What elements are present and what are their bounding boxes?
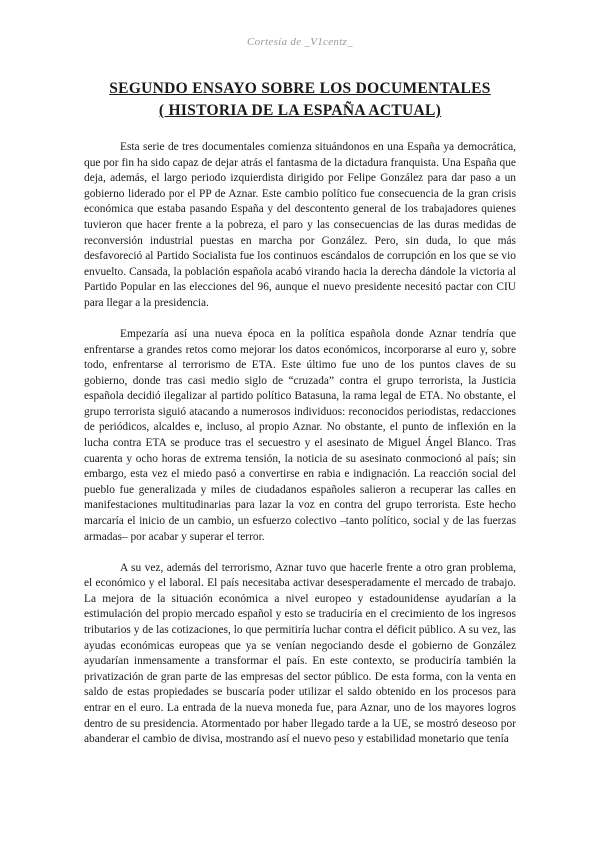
title-line-1: SEGUNDO ENSAYO SOBRE LOS DOCUMENTALES	[109, 80, 491, 97]
document-body	[84, 140, 516, 763]
title-line-2: ( HISTORIA DE LA ESPAÑA ACTUAL)	[158, 102, 442, 119]
paragraph-3: A su vez, además del terrorismo, Aznar tuvo que hacerle frente a otro gran problema, el económico y el laboral. El país necesitaba activar desesperadamente el mercado de trabajo. La mejora de la situación económica a nivel europeo y estadounidense ayudarían a la estimulación del propio mercado español y esto se traduciría en el crecimiento de los ingresos tributarios y de las cotizaciones, lo que permitiría luchar contra el déficit público. A su vez, las ayudas económicas europeas que ya se venían negociando desde el gobierno de González ayudarían inmensamente a transformar el país. En este contexto, se produciría también la privatización de gran parte de las empresas del sector público. De esta forma, con la venta en saldo de estas propiedades se buscaría poder utilizar el saldo obtenido en los procesos para entrar en el euro. La entrada de la nueva moneda fue, para Aznar, uno de los mayores logros dentro de su presidencia. Atormentado por haber llegado tarde a la UE, se mostró deseoso por abanderar el cambio de divisa, mostrando así el nuevo peso y estabilidad monetario que tenía	[84, 561, 516, 746]
paragraph-2: Empezaría así una nueva época en la política española donde Aznar tendría que enfrentarse a grandes retos como mejorar los datos económicos, incorporarse al euro y, sobre todo, enfrentarse al terrorismo de ETA. Este último fue uno de los puntos claves de su gobierno, donde tras casi medio siglo de “cruzada” contra el grupo terrorista, la Justicia española decidió ilegalizar al partido político Batasuna, la rama legal de ETA. No obstante, el grupo terrorista siguió atacando a numerosos individuos: reconocidos periodistas, redacciones de periódicos, alcaldes e, incluso, al propio Aznar. No obstante, el punto de inflexión en la lucha contra ETA se produce tras el secuestro y el asesinato de Miguel Ángel Blanco. Tras cuarenta y ocho horas de extrema tensión, la noticia de su asesinato conmocionó al país; sin embargo, esta vez el miedo pasó a convertirse en rabia e indignación. La reacción social del pueblo fue generalizada y miles de ciudadanos españoles salieron a recuperar las calles en manifestaciones multitudinarias para lazar la voz en contra del grupo terrorista. Este hecho marcaría el inicio de un cambio, un esfuerzo colectivo –tanto político, social y de las fuerzas armadas– por acabar y superar el terror.	[84, 327, 516, 543]
courtesy-header: Cortesía de _V1centz_	[247, 36, 353, 48]
document-title	[60, 78, 540, 122]
paragraph-1: Esta serie de tres documentales comienza situándonos en una España ya democrática, que por fin ha sido capaz de dejar atrás el fantasma de la dictadura franquista. Una España que deja, además, el largo periodo izquierdista dirigido por Felipe González para dar paso a un gobierno liderado por el PP de Aznar. Este cambio político fue consecuencia de la gran crisis económica que estaba pasando España y del descontento general de los trabajadores quienes tuvieron que hacer frente a la pobreza, el paro y las consecuencias de las duras medidas de reconversión industrial puestas en marcha por González. Pero, sin duda, lo que más desfavoreció al Partido Socialista fue los continuos escándalos de corrupción en los que se vio envuelto. Cansada, la población española acabó virando hacia la derecha dándole la victoria al Partido Popular en las elecciones del 96, aunque el nuevo presidente necesitó pactar con CIU para llegar a la presidencia.	[84, 141, 516, 309]
